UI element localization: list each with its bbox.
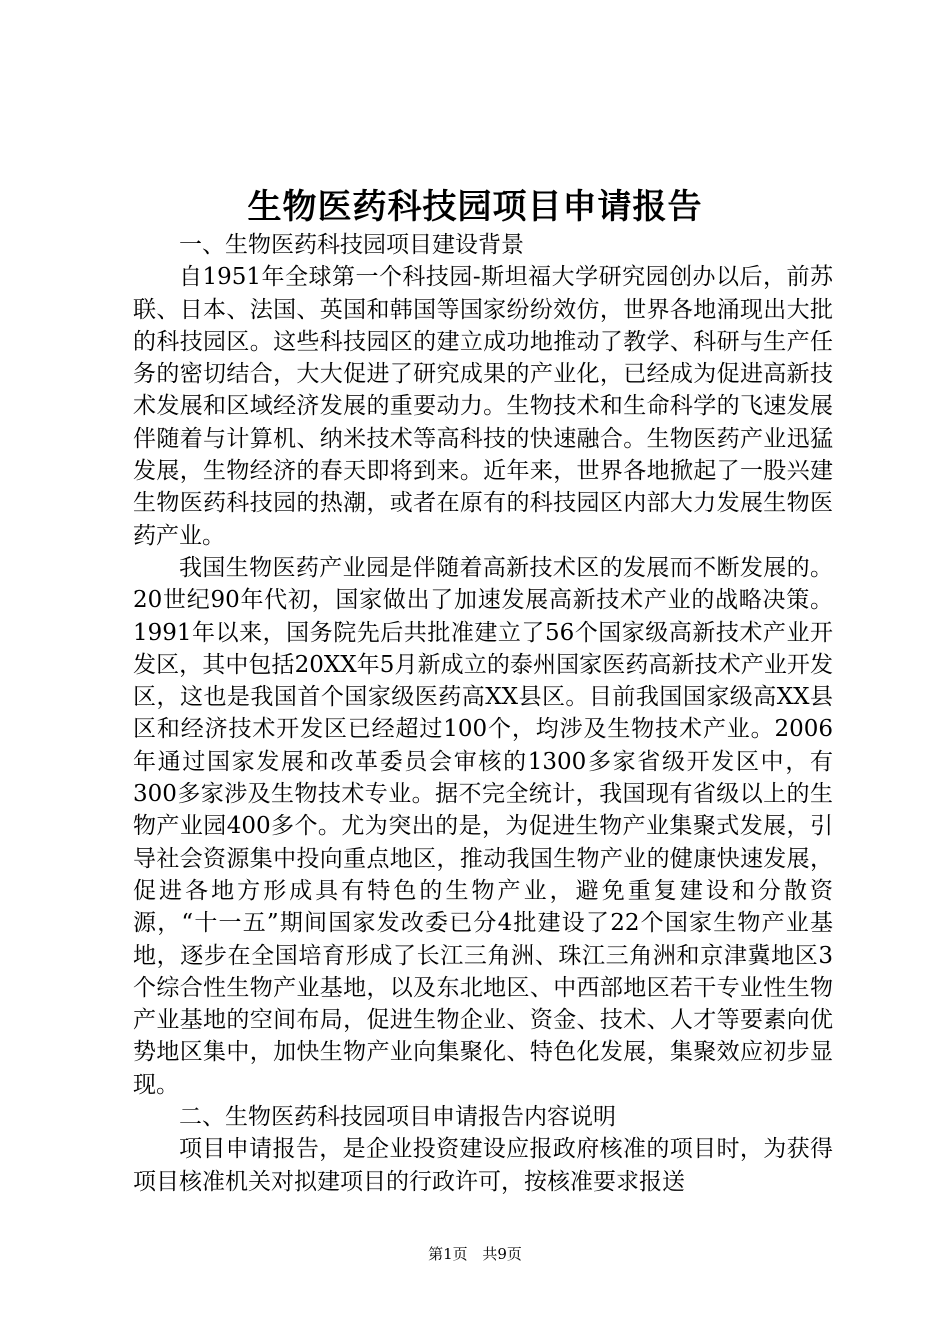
paragraph-1: 自1951年全球第一个科技园-斯坦福大学研究园创办以后，前苏联、日本、法国、英国和韩国等国家纷纷效仿，世界各地涌现出大批的科技园区。这些科技园区的建立成功地推动了教学、科研与生产任务的密切结合，大大促进了研究成果的产业化，已经成为促进高新技术发展和区域经济发展的重要动力。生物技术和生命科学的飞速发展伴随着与计算机、纳米技术等高科技的快速融合。生物医药产业迅猛发展，生物经济的春天即将到来。近年来，世界各地掀起了一股兴建生物医药科技园的热潮，或者在原有的科技园区内部大力发展生物医药产业。 xyxy=(133,264,833,549)
paragraph-2: 我国生物医药产业园是伴随着高新技术区的发展而不断发展的。20世纪90年代初，国家做出了加速发展高新技术产业的战略决策。1991年以来，国务院先后共批准建立了56个国家级高新技术产业开发区，其中包括20XX年5月新成立的泰州国家医药高新技术产业开发区，这也是我国首个国家级医药高XX县区。目前我国国家级高XX县区和经济技术开发区已经超过100个，均涉及生物技术产业。2006年通过国家发展和改革委员会审核的1300多家省级开发区中，有300多家涉及生物技术专业。据不完全统计，我国现有省级以上的生物产业园400多个。尤为突出的是，为促进生物产业集聚式发展，引导社会资源集中投向重点地区，推动我国生物产业的健康快速发展，促进各地方形成具有特色的生物产业，避免重复建设和分散资源，“十一五”期间国家发改委已分4批建设了22个国家生物产业基地，逐步在全国培育形成了长江三角洲、珠江三角洲和京津冀地区3个综合性生物产业基地，以及东北地区、中西部地区若干专业性生物产业基地的空间布局，促进生物企业、资金、技术、人才等要素向优势地区集中，加快生物产业向集聚化、特色化发展，集聚效应初步显现。 xyxy=(133,554,833,1098)
section-heading-2: 二、生物医药科技园项目申请报告内容说明 xyxy=(179,1104,616,1131)
page-total: 共9页 xyxy=(482,1245,522,1263)
page-number: 第1页 xyxy=(428,1245,468,1263)
document-body xyxy=(133,229,833,1198)
section-heading-1: 一、生物医药科技园项目建设背景 xyxy=(179,232,524,258)
document-title: 生物医药科技园项目申请报告 xyxy=(247,187,703,227)
page-footer xyxy=(0,1242,950,1266)
paragraph-3: 项目申请报告，是企业投资建设应报政府核准的项目时，为获得项目核准机关对拟建项目的行政许可，按核准要求报送 xyxy=(133,1136,833,1195)
